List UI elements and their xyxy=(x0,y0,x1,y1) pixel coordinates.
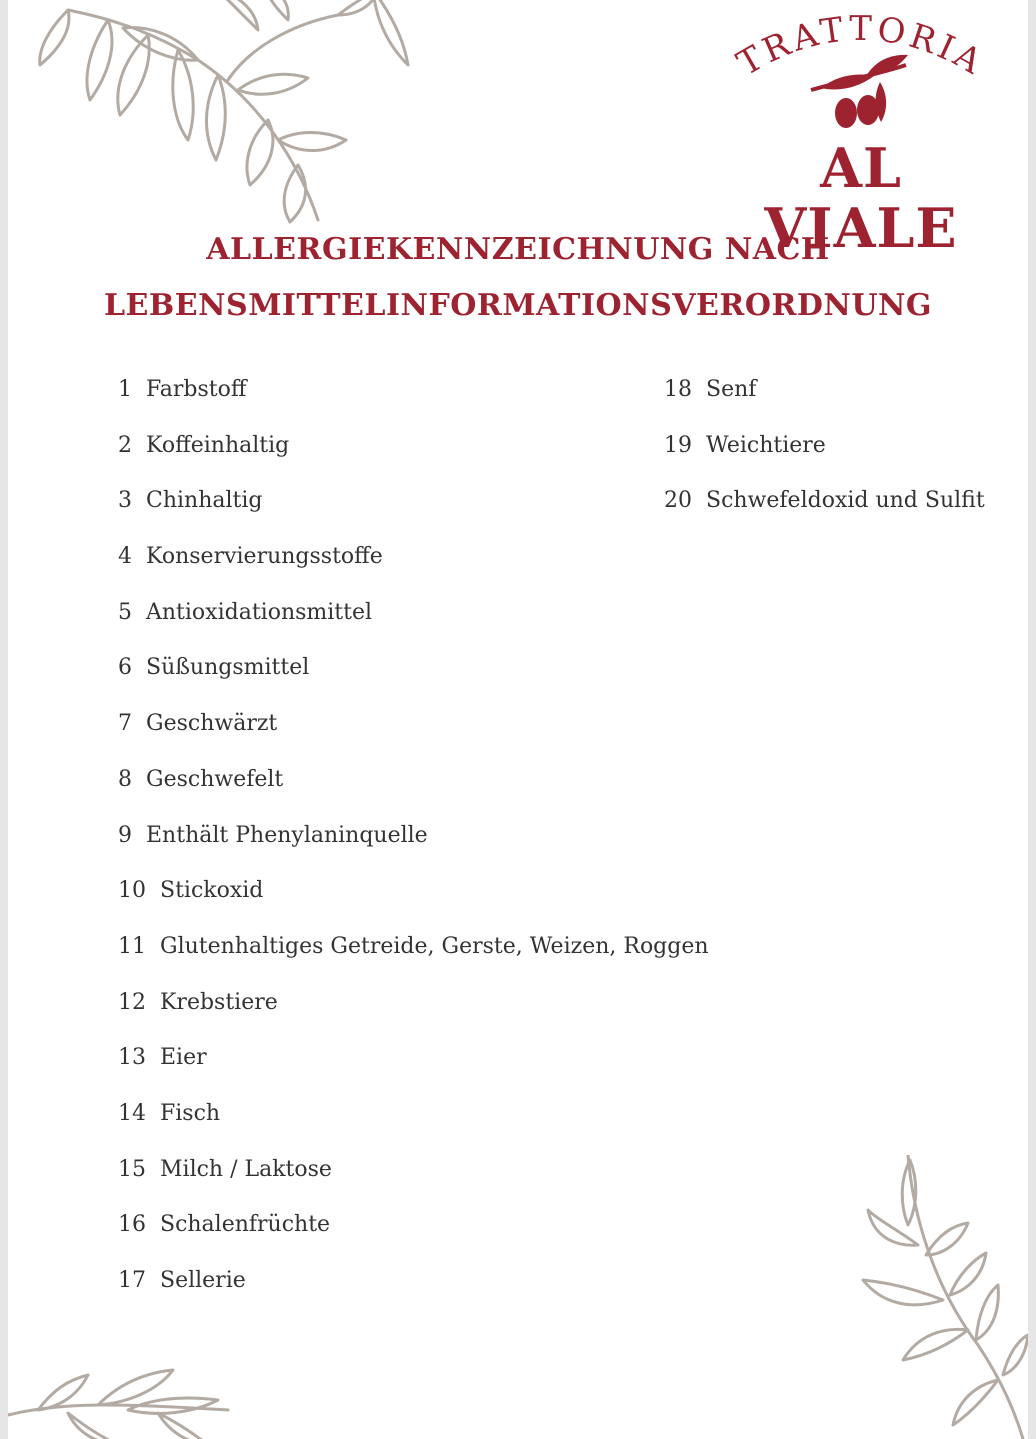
item-label: Stickoxid xyxy=(160,878,264,904)
list-item xyxy=(118,696,709,752)
logo-arc-text: TRATTORIA xyxy=(730,10,992,85)
item-number: 13 xyxy=(118,1045,146,1071)
page-title xyxy=(0,222,1036,334)
item-label: Süßungsmittel xyxy=(146,655,310,681)
item-label: Glutenhaltiges Getreide, Gerste, Weizen, Roggen xyxy=(160,933,709,959)
list-item xyxy=(118,1142,709,1198)
item-label: Schwefeldoxid und Sulfit xyxy=(706,488,985,514)
item-number: 3 xyxy=(118,488,132,514)
page-title-line-2: LEBENSMITTELINFORMATIONSVERORDNUNG xyxy=(103,288,933,323)
item-number: 20 xyxy=(664,488,692,514)
item-number: 4 xyxy=(118,544,132,570)
item-number: 19 xyxy=(664,432,692,458)
list-item xyxy=(118,362,709,418)
item-number: 11 xyxy=(118,933,146,959)
item-number: 18 xyxy=(664,377,692,402)
item-label: Weichtiere xyxy=(706,432,826,458)
list-item xyxy=(118,1253,709,1309)
olive-branch-icon xyxy=(28,0,428,230)
item-label: Senf xyxy=(706,377,757,402)
list-item xyxy=(118,1086,709,1142)
item-number: 8 xyxy=(118,766,132,792)
item-label: Farbstoff xyxy=(146,377,247,402)
list-item xyxy=(118,975,709,1031)
list-item xyxy=(664,473,985,529)
item-label: Antioxidationsmittel xyxy=(146,599,373,625)
list-item xyxy=(118,529,709,585)
svg-text:TRATTORIA xyxy=(731,10,992,84)
list-item xyxy=(118,1197,709,1253)
item-number: 7 xyxy=(118,711,132,737)
item-label: Konservierungsstoffe xyxy=(146,544,383,570)
item-label: Fisch xyxy=(160,1100,221,1126)
item-label: Sellerie xyxy=(160,1268,246,1293)
item-number: 5 xyxy=(118,599,132,625)
item-number: 14 xyxy=(118,1100,146,1126)
page-title-line-1: ALLERGIEKENNZEICHNUNG NACH xyxy=(206,232,830,267)
page-edge-left xyxy=(0,0,8,1439)
allergen-list-right xyxy=(664,362,985,529)
item-number: 1 xyxy=(118,377,132,402)
list-item xyxy=(118,919,709,975)
item-number: 6 xyxy=(118,655,132,681)
item-label: Eier xyxy=(160,1045,207,1071)
item-number: 9 xyxy=(118,822,132,848)
list-item xyxy=(118,473,709,529)
item-label: Geschwefelt xyxy=(146,766,284,792)
item-number: 17 xyxy=(118,1268,146,1293)
list-item xyxy=(118,752,709,808)
item-label: Geschwärzt xyxy=(146,711,278,737)
item-label: Schalenfrüchte xyxy=(160,1212,331,1238)
list-item xyxy=(118,808,709,864)
item-number: 16 xyxy=(118,1212,146,1238)
olive-branch-icon xyxy=(8,1355,238,1439)
list-item xyxy=(118,418,709,474)
logo xyxy=(716,10,1006,260)
list-item xyxy=(664,362,985,418)
item-label: Milch / Laktose xyxy=(160,1156,332,1182)
list-item xyxy=(118,1030,709,1086)
item-label: Krebstiere xyxy=(160,989,278,1015)
olive-icon xyxy=(811,55,908,128)
logo-name: AL VIALE xyxy=(764,136,958,260)
olive-branch-icon xyxy=(848,1155,1028,1439)
item-number: 10 xyxy=(118,878,146,904)
list-item xyxy=(118,863,709,919)
item-label: Koffeinhaltig xyxy=(146,432,290,458)
item-number: 2 xyxy=(118,432,132,458)
item-label: Chinhaltig xyxy=(146,488,263,514)
page-edge-right xyxy=(1028,0,1036,1439)
item-label: Enthält Phenylaninquelle xyxy=(146,822,428,848)
item-number: 15 xyxy=(118,1156,146,1182)
list-item xyxy=(118,585,709,641)
list-item xyxy=(664,418,985,474)
item-number: 12 xyxy=(118,989,146,1015)
list-item xyxy=(118,640,709,696)
allergen-list-left xyxy=(118,362,709,1309)
